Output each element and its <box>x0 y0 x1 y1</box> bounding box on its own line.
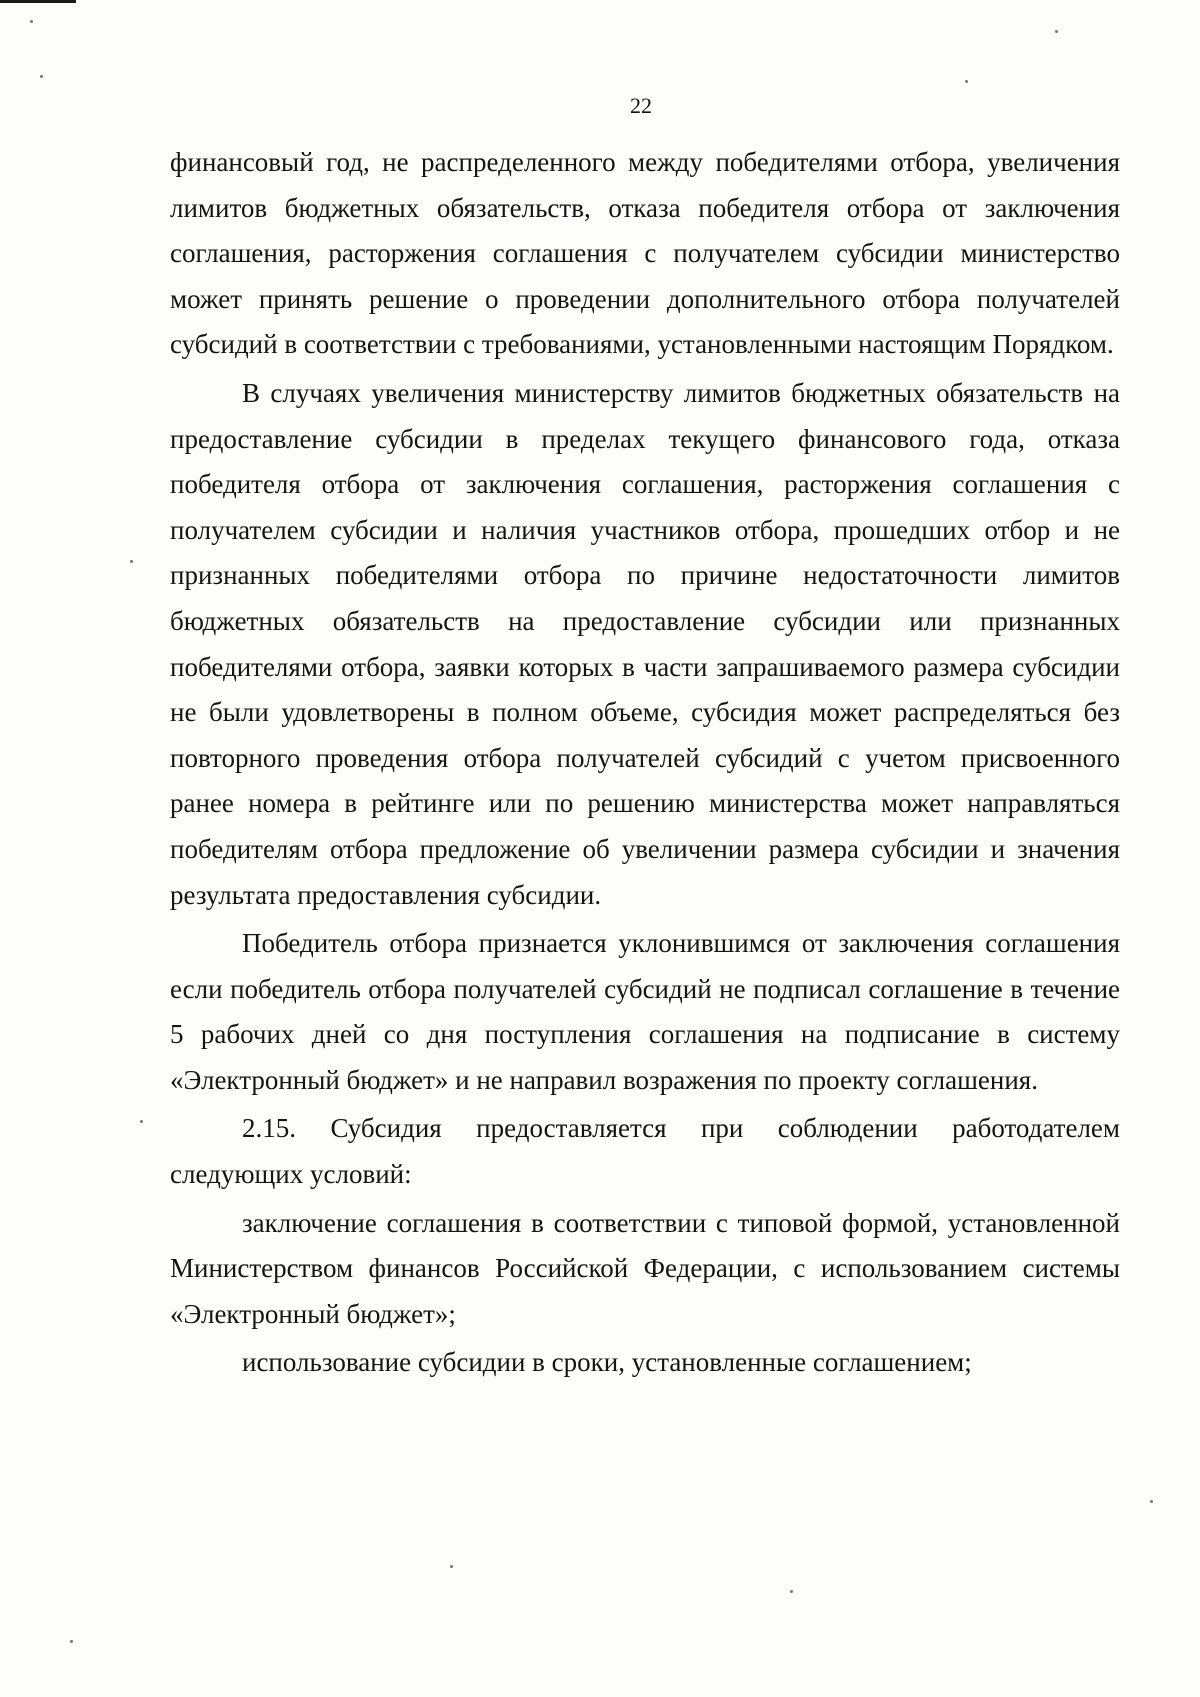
scan-speck <box>70 1640 73 1643</box>
scan-speck <box>450 1565 453 1568</box>
scan-speck <box>965 80 968 83</box>
paragraph: финансовый год, не распределенного между победителями отбора, увеличения лимитов бюджетных обязательств, отказа победителя отбора от заключения соглашения, расторжения соглашения с получателем субсидии министерство может принять решение о проведении дополнительного отбора получателей субсидий в соответствии с требованиями, установленными настоящим Порядком. <box>170 147 1120 360</box>
document-body <box>170 140 1120 1386</box>
paragraph: Победитель отбора признается уклонившимся от заключения соглашения если победитель отбора получателей субсидий не подписал соглашение в течение 5 рабочих дней со дня поступления соглашения на подписание в систему «Электронный бюджет» и не направил возражения по проекту соглашения. <box>170 928 1120 1095</box>
scan-speck <box>1150 1500 1153 1503</box>
scan-edge-mark <box>0 0 76 3</box>
page-number: 22 <box>630 93 652 118</box>
scan-speck <box>40 75 43 78</box>
paragraph: 2.15. Субсидия предоставляется при соблюдении работодателем следующих условий: <box>170 1113 1120 1190</box>
scan-speck <box>1055 30 1058 33</box>
scan-speck <box>130 560 133 563</box>
paragraph: заключение соглашения в соответствии с типовой формой, установленной Министерством финансов Российской Федерации, с использованием системы «Электронный бюджет»; <box>170 1207 1120 1329</box>
scan-speck <box>790 1590 793 1593</box>
scan-speck <box>30 20 33 23</box>
scan-speck <box>140 1120 143 1123</box>
paragraph: В случаях увеличения министерству лимитов бюджетных обязательств на предоставление субсидии в пределах текущего финансового года, отказа победителя отбора от заключения соглашения, расторжения соглашения с получателем субсидии и наличия участников отбора, прошедших отбор и не признанных победителями отбора по причине недостаточности лимитов бюджетных обязательств на предоставление субсидии или признанных победителями отбора, заявки которых в части запрашиваемого размера субсидии не были удовлетворены в полном объеме, субсидия может распределяться без повторного проведения отбора получателей субсидий с учетом присвоенного ранее номера в рейтинге или по решению министерства может направляться победителям отбора предложение об увеличении размера субсидии и значения результата предоставления субсидии. <box>170 377 1120 910</box>
paragraph: использование субсидии в сроки, установленные соглашением; <box>242 1347 972 1378</box>
